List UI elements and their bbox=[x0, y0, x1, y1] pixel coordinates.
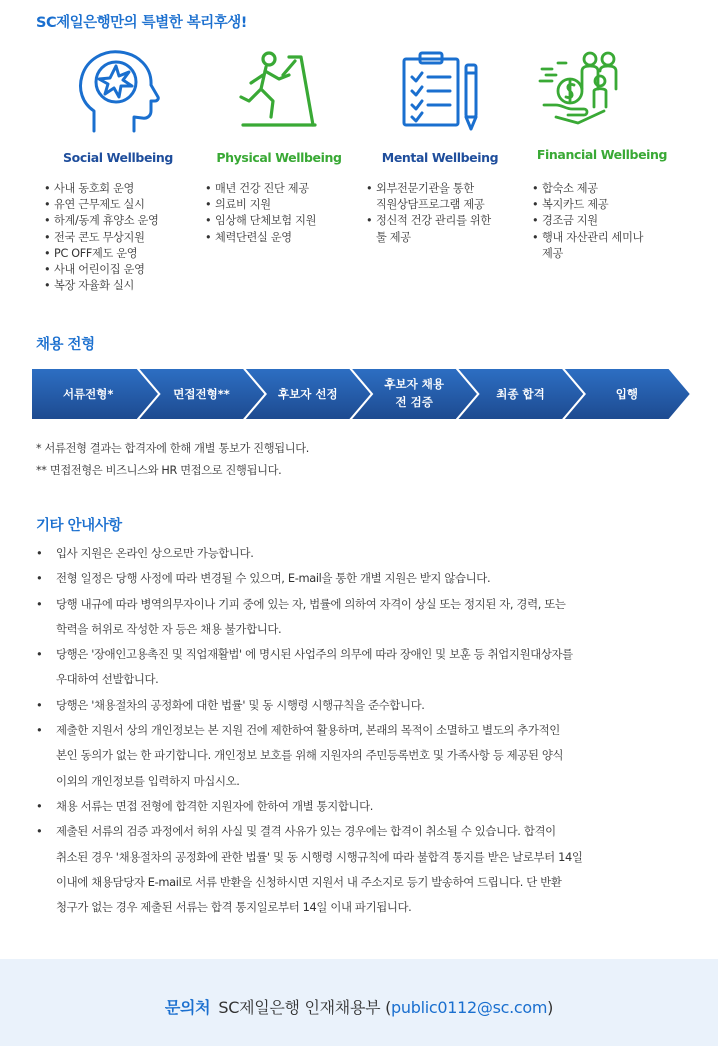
treadmill-runner-icon bbox=[233, 45, 325, 137]
process-step-label: 후보자 선정 bbox=[278, 387, 338, 401]
list-item: • 의료비 지원 bbox=[205, 197, 316, 213]
list-item: • 경조금 지원 bbox=[532, 213, 643, 229]
contact-label: 문의처 bbox=[164, 998, 211, 1017]
physical-title: Physical Wellbeing bbox=[216, 150, 342, 165]
process-flow bbox=[31, 368, 691, 420]
welfare-physical bbox=[193, 45, 365, 244]
list-item: • 사내 어린이집 운영 bbox=[44, 262, 159, 278]
process-step-label: 입행 bbox=[615, 387, 638, 401]
email-paren-close: ) bbox=[547, 998, 554, 1017]
list-item: • 매년 건강 진단 제공 bbox=[205, 181, 316, 197]
process-step-label: 전 검증 bbox=[395, 395, 433, 409]
contact-line bbox=[0, 995, 718, 1018]
list-item: • 복지카드 제공 bbox=[532, 197, 643, 213]
welfare-title: SC제일은행만의 특별한 복리후생! bbox=[36, 15, 247, 31]
process-note: ** 면접전형은 비즈니스와 HR 면접으로 진행됩니다. bbox=[36, 464, 282, 477]
list-item: • 행내 자산관리 세미나 제공 bbox=[532, 230, 643, 262]
family-money-icon bbox=[538, 45, 630, 137]
list-item: • 임상해 단체보험 지원 bbox=[205, 213, 316, 229]
info-list bbox=[36, 541, 688, 920]
list-item: • 하계/동계 휴양소 운영 bbox=[44, 213, 159, 229]
info-item: • 제출된 서류의 검증 과정에서 허위 사실 및 결격 사유가 있는 경우에는 합격이 취소될 수 있습니다. 합격이 취소된 경우 '채용절차의 공정화에 관한 법률' 및 동 시행령 시행규칙에 따라 불합격 통지를 받은 날로부터 14일 이내에 채용담당자 E-mail로 서류 반환을 신청하시면 지원서 내 주소지로 등기 발송하여 드립니다. 단 반환 청구가 없는 경우 제출된 서류는 합격 통지일로부터 14일 이내 파기됩니다. bbox=[36, 819, 688, 920]
social-list bbox=[44, 181, 159, 294]
social-title: Social Wellbeing bbox=[63, 150, 173, 165]
list-item: • 사내 동호회 운영 bbox=[44, 181, 159, 197]
brain-head-icon bbox=[72, 45, 164, 137]
info-item: • 입사 지원은 온라인 상으로만 가능합니다. bbox=[36, 541, 688, 566]
financial-title: Financial Wellbeing bbox=[536, 147, 668, 162]
list-item: • 복장 자율화 실시 bbox=[44, 278, 159, 294]
process-step-label: 최종 합격 bbox=[496, 387, 545, 401]
contact-bar bbox=[0, 959, 718, 1046]
info-item: • 제출한 지원서 상의 개인정보는 본 지원 건에 제한하여 활용하며, 본래의 목적이 소멸하고 별도의 추가적인 본인 동의가 없는 한 파기합니다. 개인정보 보호를 위해 지원자의 주민등록번호 및 가족사항 등 제공된 양식 이외의 개인정보를 입력하지 마십시오. bbox=[36, 718, 688, 794]
welfare-financial bbox=[516, 45, 688, 260]
contact-department: SC제일은행 인재채용부 bbox=[218, 998, 381, 1017]
list-item: • PC OFF제도 운영 bbox=[44, 246, 159, 262]
process-step-label: 서류전형* bbox=[62, 387, 114, 401]
list-item: • 정신적 건강 관리를 위한 툴 제공 bbox=[366, 213, 491, 245]
process-step-label: 후보자 채용 bbox=[384, 377, 444, 391]
mental-list bbox=[366, 181, 491, 246]
info-item: • 당행 내규에 따라 병역의무자이나 기피 중에 있는 자, 법률에 의하여 자격이 상실 또는 정지된 자, 경력, 또는 학력을 허위로 작성한 자 등은 채용 불가합니다. bbox=[36, 592, 688, 643]
list-item: • 유연 근무제도 실시 bbox=[44, 197, 159, 213]
checklist-clipboard-icon bbox=[394, 45, 486, 137]
welfare-social bbox=[32, 45, 204, 293]
info-item: • 채용 서류는 면접 전형에 합격한 지원자에 한하여 개별 통지합니다. bbox=[36, 794, 688, 819]
process-note: * 서류전형 결과는 합격자에 한해 개별 통보가 진행됩니다. bbox=[36, 442, 310, 455]
process-notes bbox=[36, 438, 309, 482]
process-step-label: 면접전형** bbox=[173, 387, 230, 401]
mental-title: Mental Wellbeing bbox=[381, 150, 499, 165]
list-item: • 외부전문기관을 통한 직원상담프로그램 제공 bbox=[366, 181, 491, 213]
physical-list bbox=[205, 181, 316, 246]
info-item: • 당행은 '채용절차의 공정화에 대한 법률' 및 동 시행령 시행규칙을 준수합니다. bbox=[36, 693, 688, 718]
info-item: • 당행은 '장애인고용촉진 및 직업재활법' 에 명시된 사업주의 의무에 따라 장애인 및 보훈 등 취업지원대상자를 우대하여 선발합니다. bbox=[36, 642, 688, 693]
contact-email[interactable]: public0112@sc.com bbox=[391, 998, 548, 1017]
info-item: • 전형 일정은 당행 사정에 따라 변경될 수 있으며, E-mail을 통한 개별 지원은 받지 않습니다. bbox=[36, 566, 688, 591]
financial-list bbox=[532, 181, 643, 262]
process-title: 채용 전형 bbox=[36, 337, 95, 353]
info-title: 기타 안내사항 bbox=[36, 518, 122, 534]
email-paren-open: ( bbox=[385, 998, 392, 1017]
welfare-mental bbox=[354, 45, 526, 244]
list-item: • 체력단련실 운영 bbox=[205, 230, 316, 246]
list-item: • 합숙소 제공 bbox=[532, 181, 643, 197]
list-item: • 전국 콘도 무상지원 bbox=[44, 230, 159, 246]
